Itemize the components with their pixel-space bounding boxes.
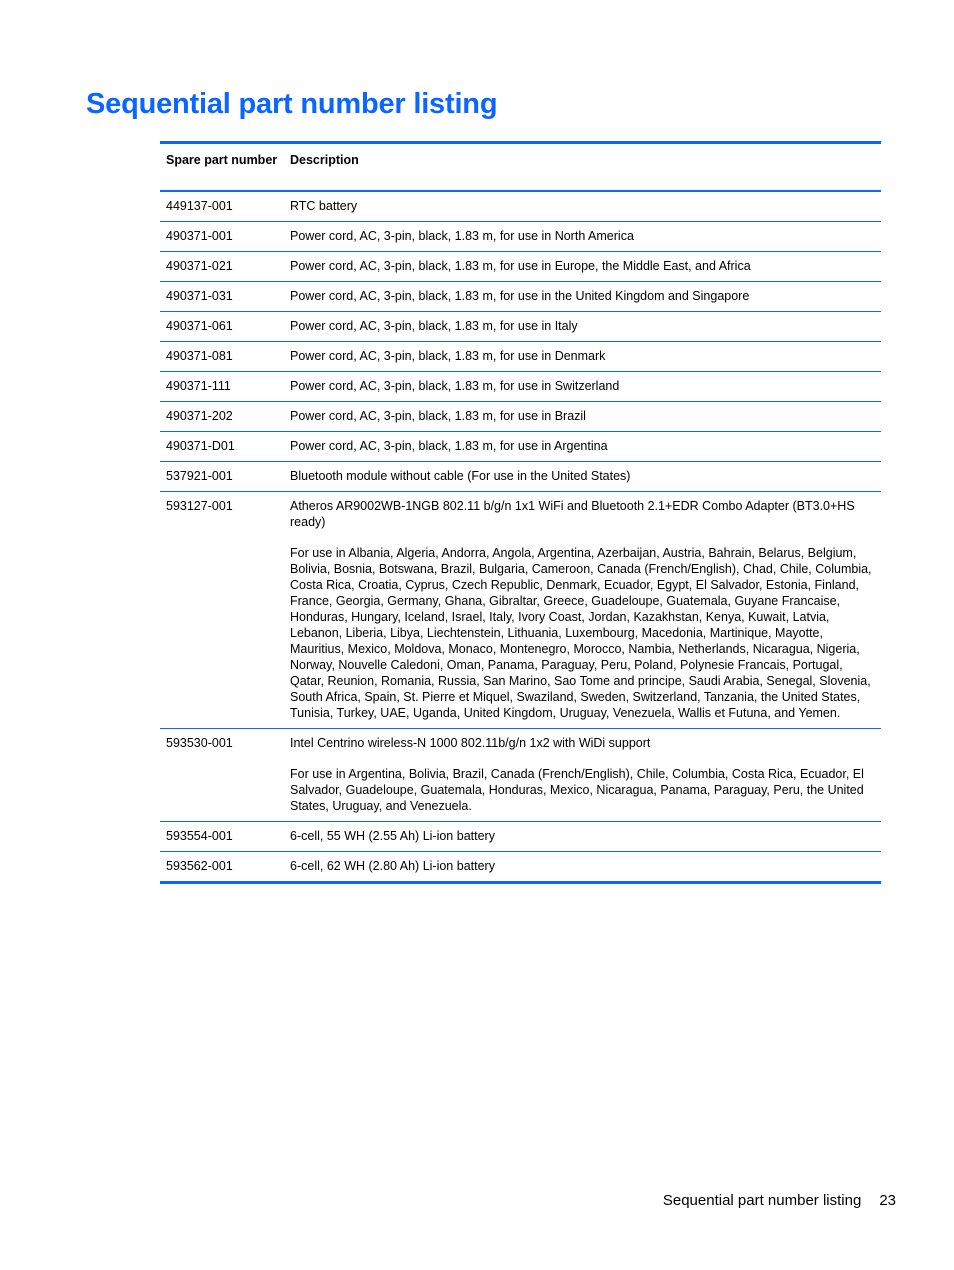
description-text: Power cord, AC, 3-pin, black, 1.83 m, for use in Italy bbox=[290, 319, 578, 333]
part-number-cell: 490371-D01 bbox=[166, 439, 235, 453]
description-text: 6-cell, 62 WH (2.80 Ah) Li-ion battery bbox=[290, 859, 495, 873]
table-body bbox=[160, 191, 881, 883]
part-number-cell: 537921-001 bbox=[166, 469, 233, 483]
table-header bbox=[160, 143, 881, 192]
table-row bbox=[160, 191, 881, 222]
table-row bbox=[160, 252, 881, 282]
header-row bbox=[160, 143, 881, 192]
description-cell bbox=[284, 822, 881, 852]
description-cell bbox=[284, 222, 881, 252]
table-row bbox=[160, 462, 881, 492]
description-cell bbox=[284, 312, 881, 342]
footer-section-title: Sequential part number listing bbox=[662, 1192, 862, 1209]
description-text: RTC battery bbox=[290, 199, 358, 213]
description-cell bbox=[284, 191, 881, 222]
page-title: Sequential part number listing bbox=[86, 88, 498, 120]
description-cell bbox=[284, 852, 881, 883]
part-number-cell: 593554-001 bbox=[166, 829, 233, 843]
table-row bbox=[160, 372, 881, 402]
footer-page-number: 23 bbox=[879, 1192, 896, 1209]
description-text: Power cord, AC, 3-pin, black, 1.83 m, for use in the United Kingdom and Singapore bbox=[290, 289, 750, 303]
parts-table bbox=[160, 141, 881, 884]
description-text: Bluetooth module without cable (For use in the United States) bbox=[290, 469, 631, 483]
header-part-number: Spare part number bbox=[166, 153, 278, 167]
table-row bbox=[160, 432, 881, 462]
part-number-cell: 593562-001 bbox=[166, 859, 233, 873]
description-cell bbox=[284, 342, 881, 372]
description-text: Atheros AR9002WB-1NGB 802.11 b/g/n 1x1 WiFi and Bluetooth 2.1+EDR Combo Adapter (BT3.0+HS ready) bbox=[290, 499, 855, 529]
table-row bbox=[160, 852, 881, 883]
description-region-text: For use in Albania, Algeria, Andorra, Angola, Argentina, Azerbaijan, Austria, Bahrain, Belarus, Belgium, Bolivia, Bosnia, Botswana, Brazil, Bulgaria, Cameroon, Canada (French/English), Chad, Chile, Columbia, Costa Rica, Croatia, Cyprus, Czech Republic, Denmark, Ecuador, Egypt, El Salvador, Estonia, Finland, France, Georgia, Germany, Ghana, Gibraltar, Greece, Guadeloupe, Guatemala, Guyane Francaise, Honduras, Hungary, Iceland, Israel, Italy, Ivory Coast, Jordan, Kazakhstan, Kenya, Kuwait, Latvia, Lebanon, Liberia, Libya, Liechtenstein, Lithuania, Luxembourg, Macedonia, Martinique, Mayotte, Mauritius, Mexico, Moldova, Monaco, Montenegro, Morocco, Nambia, Netherlands, Nicaragua, Nigeria, Norway, Nouvelle Caledoni, Oman, Panama, Paraguay, Peru, Poland, Polynesie Francais, Portugal, Qatar, Reunion, Romania, Russia, San Marino, Sao Tome and principe, Saudi Arabia, Senegal, Slovenia, South Africa, Spain, St. Pierre et Miquel, Swaziland, Sweden, Switzerland, Tanzania, the United States, Tunisia, Turkey, UAE, Uganda, United Kingdom, Uruguay, Venezuela, Wallis et Futuna, and Yemen. bbox=[290, 546, 872, 720]
part-number-cell: 490371-081 bbox=[166, 349, 233, 363]
description-region-text: For use in Argentina, Bolivia, Brazil, Canada (French/English), Chile, Columbia, Costa Rica, Ecuador, El Salvador, Guadeloupe, Guatemala, Honduras, Mexico, Nicaragua, Panama, Paraguay, Peru, the United States, Uruguay, and Venezuela. bbox=[290, 767, 864, 813]
table-row bbox=[160, 222, 881, 252]
description-cell bbox=[284, 432, 881, 462]
description-cell bbox=[284, 462, 881, 492]
part-number-cell: 490371-202 bbox=[166, 409, 233, 423]
part-number-cell: 490371-021 bbox=[166, 259, 233, 273]
table-row bbox=[160, 822, 881, 852]
part-number-cell: 490371-061 bbox=[166, 319, 233, 333]
description-text: Power cord, AC, 3-pin, black, 1.83 m, for use in North America bbox=[290, 229, 634, 243]
description-text: Power cord, AC, 3-pin, black, 1.83 m, for use in Denmark bbox=[290, 349, 606, 363]
part-number-cell: 593127-001 bbox=[166, 499, 233, 513]
description-cell bbox=[284, 372, 881, 402]
part-number-cell: 593530-001 bbox=[166, 736, 233, 750]
description-text: Power cord, AC, 3-pin, black, 1.83 m, for use in Europe, the Middle East, and Africa bbox=[290, 259, 751, 273]
table-row bbox=[160, 342, 881, 372]
description-text: Power cord, AC, 3-pin, black, 1.83 m, for use in Argentina bbox=[290, 439, 608, 453]
table-row bbox=[160, 492, 881, 729]
table-row bbox=[160, 402, 881, 432]
description-cell bbox=[284, 252, 881, 282]
description-cell bbox=[284, 282, 881, 312]
description-cell bbox=[284, 402, 881, 432]
table-row bbox=[160, 729, 881, 822]
description-text: Power cord, AC, 3-pin, black, 1.83 m, for use in Brazil bbox=[290, 409, 586, 423]
part-number-cell: 490371-111 bbox=[166, 379, 231, 393]
part-number-cell: 490371-031 bbox=[166, 289, 233, 303]
table-row bbox=[160, 312, 881, 342]
description-cell bbox=[284, 729, 881, 822]
description-text: 6-cell, 55 WH (2.55 Ah) Li-ion battery bbox=[290, 829, 495, 843]
description-cell bbox=[284, 492, 881, 729]
header-description: Description bbox=[290, 153, 359, 167]
page-footer bbox=[663, 1192, 896, 1209]
description-text: Intel Centrino wireless-N 1000 802.11b/g/n 1x2 with WiDi support bbox=[290, 736, 651, 750]
description-text: Power cord, AC, 3-pin, black, 1.83 m, for use in Switzerland bbox=[290, 379, 620, 393]
part-number-cell: 449137-001 bbox=[166, 199, 233, 213]
table-row bbox=[160, 282, 881, 312]
part-number-cell: 490371-001 bbox=[166, 229, 233, 243]
